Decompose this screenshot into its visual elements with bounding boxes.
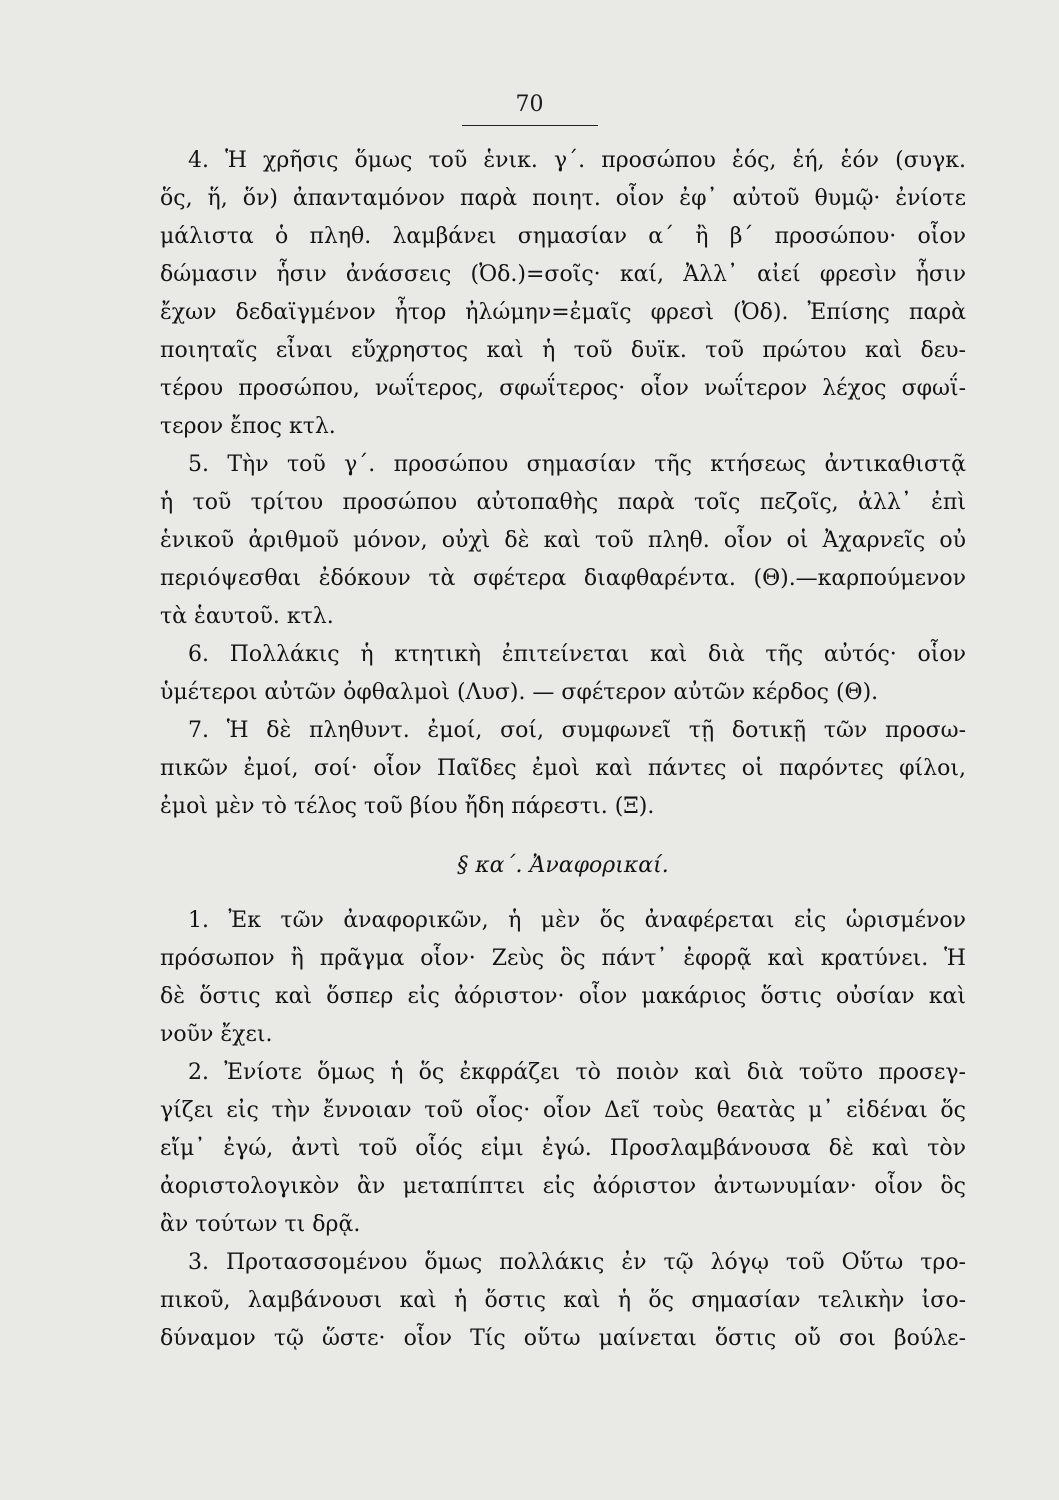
text-line: πικῶν ἐμοί, σοί· οἷον Παῖδες ἐμοὶ καὶ πάντες οἱ παρόντες φίλοι, <box>160 756 966 781</box>
text-line: μάλιστα ὁ πληθ. λαμβάνει σημασίαν α΄ ἢ β΄ προσώπου· οἷον <box>160 224 966 249</box>
text-line: τὰ ἑαυτοῦ. κτλ. <box>160 604 334 629</box>
text-line: εἴμ᾽ ἐγώ, ἀντὶ τοῦ οἷός εἰμι ἐγώ. Προσλαμβάνουσα δὲ καὶ τὸν <box>160 1136 966 1161</box>
page-number: 70 <box>515 92 544 117</box>
text-line: 3. Προτασσομένου ὅμως πολλάκις ἐν τῷ λόγῳ τοῦ Οὕτω τρο- <box>188 1250 966 1275</box>
text-line: 4. Ἡ χρῆσις ὅμως τοῦ ἑνικ. γ΄. προσώπου ἑός, ἑή, ἑόν (συγκ. <box>188 148 966 173</box>
text-line: γίζει εἰς τὴν ἔννοιαν τοῦ οἷος· οἷον Δεῖ τοὺς θεατὰς μ᾽ εἰδέναι ὅς <box>160 1098 966 1123</box>
text-line: τέρου προσώπου, νωΐτερος, σφωΐτερος· οἷον νωΐτερον λέχος σφωΐ- <box>160 376 966 401</box>
body-text <box>160 142 966 1358</box>
text-line: 5. Τὴν τοῦ γ΄. προσώπου σημασίαν τῆς κτήσεως ἀντικαθιστᾷ <box>188 452 966 477</box>
text-line: ὑμέτεροι αὐτῶν ὀφθαλμοὶ (Λυσ). — σφέτερον αὐτῶν κέρδος (Θ). <box>160 680 879 705</box>
text-line: δώμασιν ἧσιν ἀνάσσεις (Ὀδ.)=σοῖς· καί, Ἀλλ᾽ αἰεί φρεσὶν ἧσιν <box>160 262 966 287</box>
text-line: ὅς, ἥ, ὅν) ἀπανταμόνον παρὰ ποιητ. οἷον ἐφ᾽ αὐτοῦ θυμῷ· ἐνίοτε <box>160 186 966 211</box>
text-line: περιόψεσθαι ἐδόκουν τὰ σφέτερα διαφθαρέντα. (Θ).—καρπούμενον <box>160 566 966 591</box>
text-line: πρόσωπον ἢ πρᾶγμα οἷον· Ζεὺς ὃς πάντ᾽ ἐφορᾷ καὶ κρατύνει. Ἡ <box>160 946 966 971</box>
text-line: ἑνικοῦ ἀριθμοῦ μόνον, οὐχὶ δὲ καὶ τοῦ πληθ. οἷον οἱ Ἀχαρνεῖς οὐ <box>160 528 966 553</box>
text-line: πικοῦ, λαμβάνουσι καὶ ἡ ὅστις καὶ ἡ ὅς σημασίαν τελικὴν ἰσο- <box>160 1288 966 1313</box>
text-line: 1. Ἐκ τῶν ἀναφορικῶν, ἡ μὲν ὅς ἀναφέρεται εἰς ὡρισμένον <box>188 908 966 933</box>
page-number-rule <box>462 125 598 126</box>
text-line: δύναμον τῷ ὥστε· οἷον Τίς οὕτω μαίνεται ὅστις οὔ σοι βούλε- <box>160 1326 966 1351</box>
text-line: 7. Ἡ δὲ πληθυντ. ἐμοί, σοί, συμφωνεῖ τῇ δοτικῇ τῶν προσω- <box>188 718 966 743</box>
text-line: τερον ἔπος κτλ. <box>160 414 336 439</box>
text-line: ἡ τοῦ τρίτου προσώπου αὐτοπαθὴς παρὰ τοῖς πεζοῖς, ἀλλ᾽ ἐπὶ <box>160 490 966 515</box>
text-line: 6. Πολλάκις ἡ κτητικὴ ἐπιτείνεται καὶ διὰ τῆς αὐτός· οἷον <box>188 642 966 667</box>
text-line: ἔχων δεδαϊγμένον ἦτορ ἠλώμην=ἐμαῖς φρεσὶ (Ὀδ). Ἐπίσης παρὰ <box>160 300 966 325</box>
text-line: ἀοριστολογικὸν ἂν μεταπίπτει εἰς ἀόριστον ἀντωνυμίαν· οἷον ὃς <box>160 1174 966 1199</box>
text-line: ἂν τούτων τι δρᾷ. <box>160 1212 361 1237</box>
text-line: νοῦν ἔχει. <box>160 1022 273 1047</box>
text-line: 2. Ἐνίοτε ὅμως ἡ ὅς ἐκφράζει τὸ ποιὸν καὶ διὰ τοῦτο προσεγ- <box>188 1060 966 1085</box>
section-heading: § κα΄. Ἀναφορικαί. <box>457 853 669 878</box>
text-line: ποιηταῖς εἶναι εὔχρηστος καὶ ἡ τοῦ δυϊκ. τοῦ πρώτου καὶ δευ- <box>160 338 966 363</box>
text-line: ἐμοὶ μὲν τὸ τέλος τοῦ βίου ἤδη πάρεστι. (Ξ). <box>160 794 655 819</box>
text-line: δὲ ὅστις καὶ ὅσπερ εἰς ἀόριστον· οἷον μακάριος ὅστις οὐσίαν καὶ <box>160 984 966 1009</box>
